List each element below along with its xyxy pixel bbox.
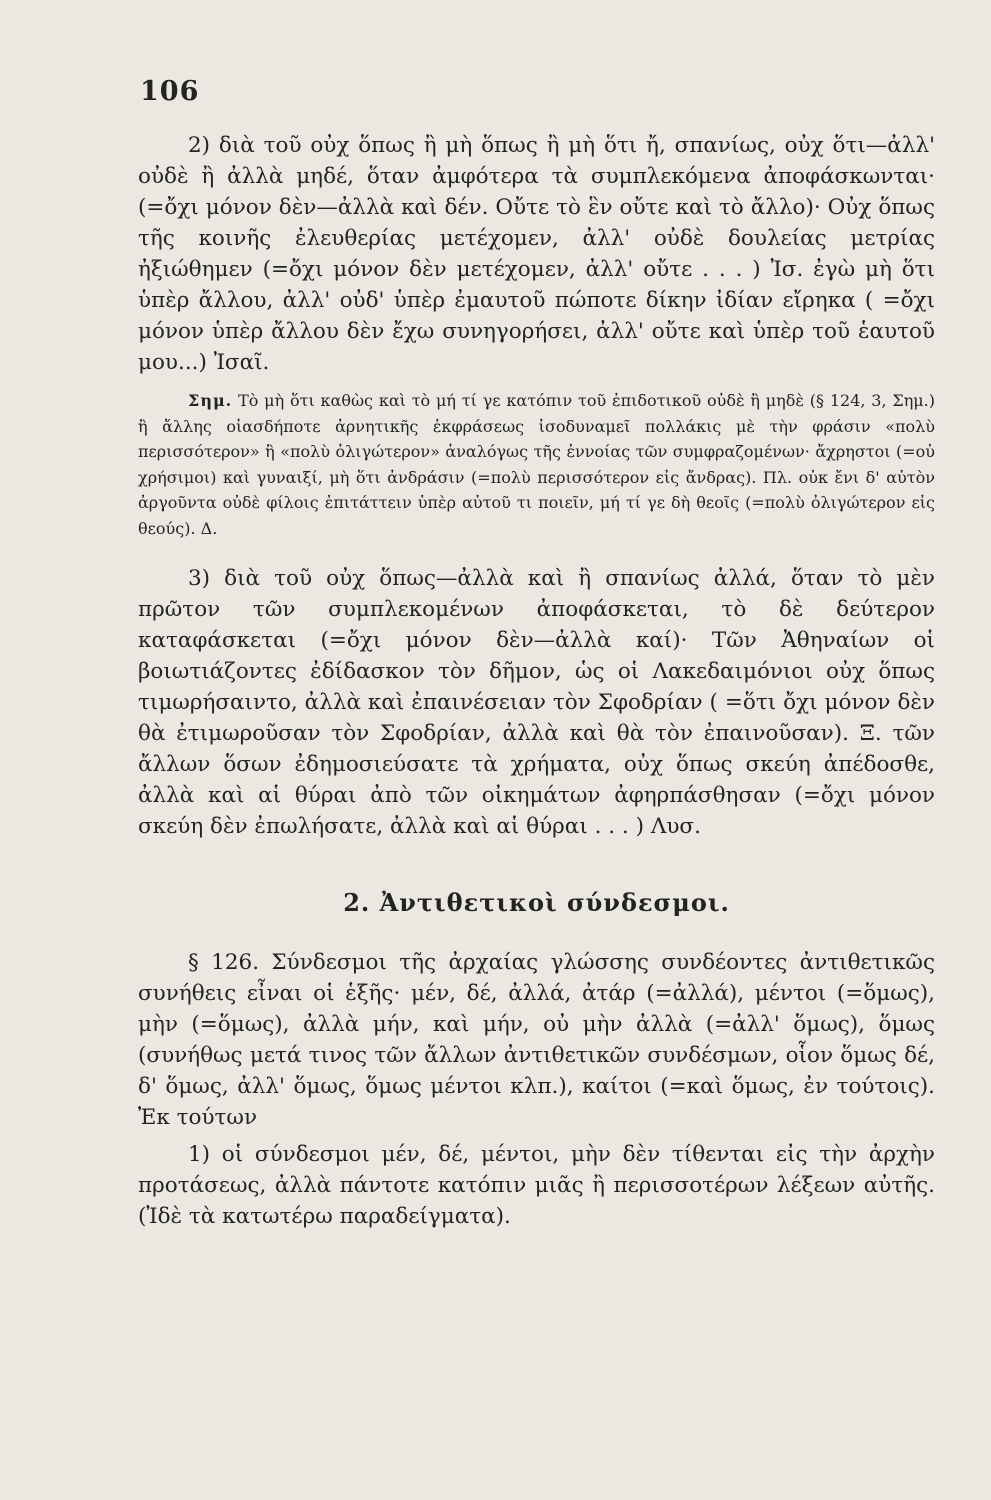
section-heading: 2. Ἀντιθετικοὶ σύνδεσμοι. (343, 888, 730, 917)
paragraph-126: § 126. Σύνδεσμοι τῆς ἀρχαίας γλώσσης συνδέοντες ἀντιθετικῶς συνήθεις εἶναι οἱ ἑξῆς· μέν, δέ, ἀλλά, ἀτάρ (=ἀλλά), μέντοι (=ὅμως), μὴν (=ὅμως), ἀλλὰ μήν, καὶ μήν, οὐ μὴν ἀλλὰ (=ἀλλ' ὅμως), ὅμως (συνήθως μετά τινος τῶν ἄλλων ἀντιθετικῶν συνδέσμων, οἷον ὅμως δέ, δ' ὅμως, ἀλλ' ὅμως, ὅμως μέντοι κλπ.), καίτοι (=καὶ ὅμως, ἐν τούτοις). Ἐκ τούτων (138, 950, 935, 1130)
note-paragraph (138, 388, 935, 541)
page-body (138, 130, 935, 1232)
page-number: 106 (140, 76, 200, 107)
paragraph-1: 1) οἱ σύνδεσμοι μέν, δέ, μέντοι, μὴν δὲν τίθενται εἰς τὴν ἀρχὴν προτάσεως, ἀλλὰ πάντοτε κατόπιν μιᾶς ἢ περισσοτέρων λέξεων αὐτῆς. (Ἰδὲ τὰ κατωτέρω παραδείγματα). (138, 1142, 935, 1229)
note-text: Τὸ μὴ ὅτι καθὼς καὶ τὸ μή τί γε κατόπιν τοῦ ἐπιδοτικοῦ οὐδὲ ἢ μηδὲ (§ 124, 3, Σημ.) ἢ ἄλλης οἱασδήποτε ἀρνητικῆς ἐκφράσεως ἰσοδυναμεῖ πολλάκις μὲ τὴν φράσιν «πολὺ περισσότερον» ἢ «πολὺ ὀλιγώτερον» ἀναλόγως τῆς ἐννοίας τῶν συμφραζομένων· ἄχρηστοι (=οὐ χρήσιμοι) καὶ γυναιξί, μὴ ὅτι ἀνδράσιν (=πολὺ περισσότερον εἰς ἄνδρας). Πλ. οὐκ ἔνι δ' αὐτὸν ἀργοῦντα οὐδὲ φίλοις ἐπιτάττειν ὑπὲρ αὐτοῦ τι ποιεῖν, μή τί γε δὴ θεοῖς (=πολὺ ὀλιγώτερον εἰς θεούς). Δ. (138, 391, 936, 538)
paragraph-2: 2) διὰ τοῦ οὐχ ὅπως ἢ μὴ ὅπως ἢ μὴ ὅτι ἤ, σπανίως, οὐχ ὅτι—ἀλλ' οὐδὲ ἢ ἀλλὰ μηδέ, ὅταν ἀμφότερα τὰ συμπλεκόμενα ἀποφάσκωνται· (=ὄχι μόνον δὲν—ἀλλὰ καὶ δέν. Οὔτε τὸ ἓν οὔτε καὶ τὸ ἄλλο)· Οὐχ ὅπως τῆς κοινῆς ἐλευθερίας μετέχομεν, ἀλλ' οὐδὲ δουλείας μετρίας ἠξιώθημεν (=ὄχι μόνον δὲν μετέχομεν, ἀλλ' οὔτε . . . ) Ἰσ. ἐγὼ μὴ ὅτι ὑπὲρ ἄλλου, ἀλλ' οὐδ' ὑπὲρ ἐμαυτοῦ πώποτε δίκην ἰδίαν εἴρηκα ( =ὄχι μόνον ὑπὲρ ἄλλου δὲν ἔχω συνηγορήσει, ἀλλ' οὔτε καὶ ὑπὲρ τοῦ ἑαυτοῦ μου...) Ἰσαῖ. (138, 133, 935, 375)
note-label: Σημ. (188, 391, 233, 410)
paragraph-3: 3) διὰ τοῦ οὐχ ὅπως—ἀλλὰ καὶ ἢ σπανίως ἀλλά, ὅταν τὸ μὲν πρῶτον τῶν συμπλεκομένων ἀποφάσκεται, τὸ δὲ δεύτερον καταφάσκεται (=ὄχι μόνον δὲν—ἀλλὰ καί)· Τῶν Ἀθηναίων οἱ βοιωτιάζοντες ἐδίδασκον τὸν δῆμον, ὡς οἱ Λακεδαιμόνιοι οὐχ ὅπως τιμωρήσαιντο, ἀλλὰ καὶ ἐπαινέσειαν τὸν Σφοδρίαν ( =ὅτι ὄχι μόνον δὲν θὰ ἐτιμωροῦσαν τὸν Σφοδρίαν, ἀλλὰ καὶ θὰ τὸν ἐπαινοῦσαν). Ξ. τῶν ἄλλων ὅσων ἐδημοσιεύσατε τὰ χρήματα, οὐχ ὅπως σκεύη ἀπέδοσθε, ἀλλὰ καὶ αἱ θύραι ἀπὸ τῶν οἰκημάτων ἀφηρπάσθησαν (=ὄχι μόνον σκεύη δὲν ἐπωλήσατε, ἀλλὰ καὶ αἱ θύραι . . . ) Λυσ. (138, 566, 935, 839)
